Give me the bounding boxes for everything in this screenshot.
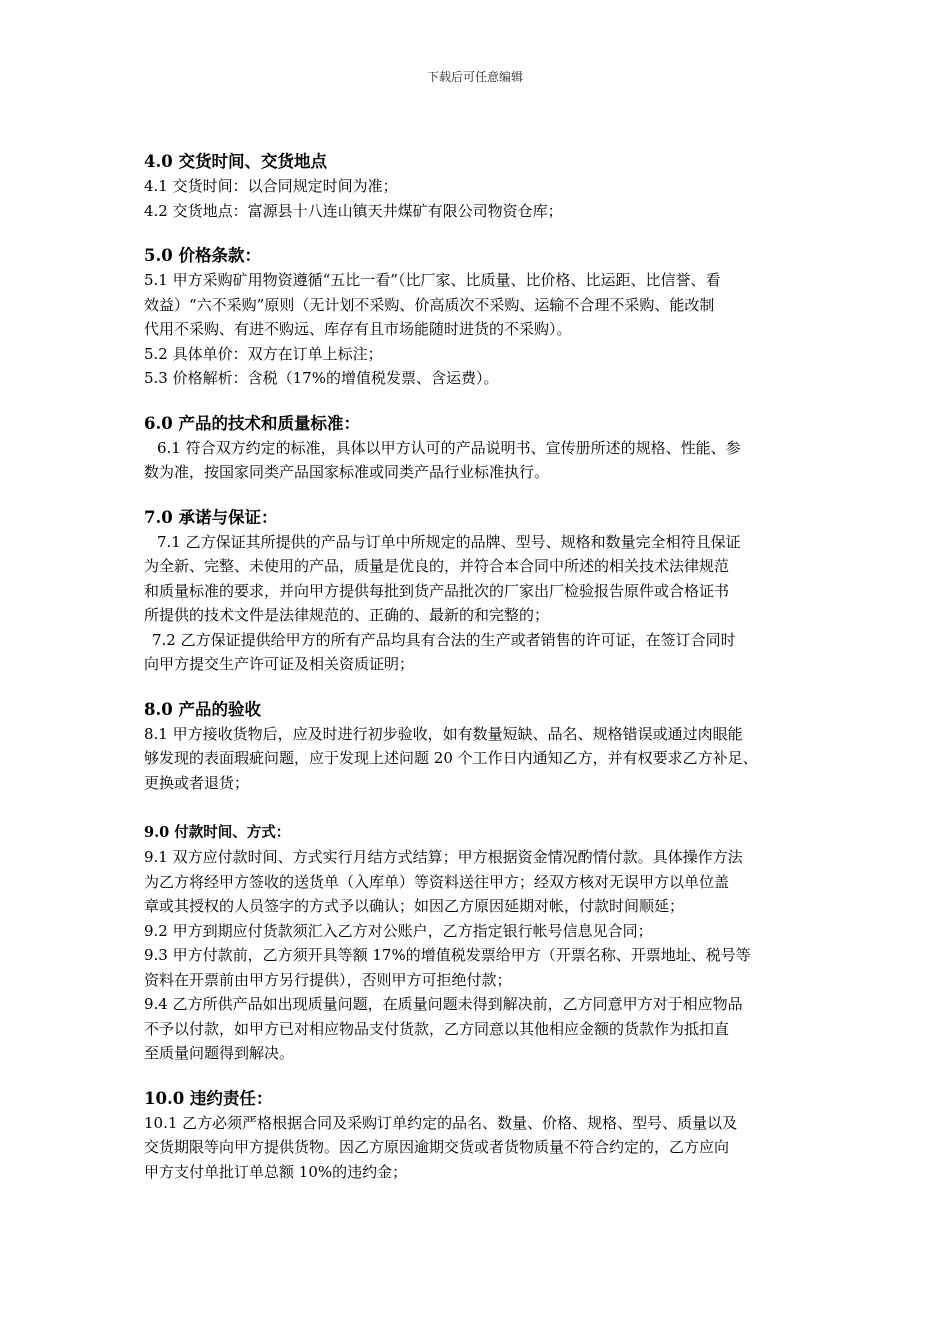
- section-title: 5.0 价格条款：: [144, 246, 261, 265]
- section-10: [144, 1087, 824, 1185]
- paragraph-line: 代用不采购、有进不购远、库存有且市场能随时进货的不采购）。: [144, 320, 572, 338]
- paragraph-line: 为乙方将经甲方签收的送货单（入库单）等资料送往甲方；经双方核对无误甲方以单位盖: [144, 872, 730, 891]
- section-9: [144, 821, 824, 1066]
- paragraph-line: 效益）“六不采购”原则（无计划不采购、价高质次不采购、运输不合理不采购、能改制: [144, 295, 715, 314]
- paragraph-line: 5.2 具体单价：双方在订单上标注；: [144, 344, 383, 363]
- paragraph-line: 7.2 乙方保证提供给甲方的所有产品均具有合法的生产或者销售的许可证，在签订合同时: [152, 630, 736, 649]
- paragraph-line: 数为准，按国家同类产品国家标准或同类产品行业标准执行。: [144, 463, 550, 481]
- paragraph-line: 5.3 价格解析：含税（17%的增值税发票、含运费）。: [144, 369, 499, 387]
- paragraph-line: 10.1 乙方必须严格根据合同及采购订单约定的品名、数量、价格、规格、型号、质量以及: [144, 1113, 738, 1132]
- section-title: 9.0 付款时间、方式：: [144, 824, 291, 841]
- paragraph-line: 9.4 乙方所供产品如出现质量问题，在质量问题未得到解决前，乙方同意甲方对于相应物品: [144, 995, 743, 1013]
- paragraph-line: 交货期限等向甲方提供货物。因乙方原因逾期交货或者货物质量不符合约定的，乙方应向: [144, 1138, 730, 1156]
- document-body: [144, 150, 824, 1184]
- section-title: 6.0 产品的技术和质量标准：: [144, 413, 360, 433]
- paragraph-line: 9.1 双方应付款时间、方式实行月结方式结算；甲方根据资金情况酌情付款。具体操作方法: [144, 848, 743, 866]
- paragraph-line: 向甲方提交生产许可证及相关资质证明；: [144, 655, 415, 673]
- paragraph-line: 8.1 甲方接收货物后，应及时进行初步验收，如有数量短缺、品名、规格错误或通过肉眼能: [144, 724, 743, 743]
- paragraph-line: 更换或者退货；: [144, 773, 250, 792]
- paragraph-line: 不予以付款，如甲方已对相应物品支付货款，乙方同意以其他相应金额的货款作为抵扣直: [144, 1019, 730, 1038]
- paragraph-line: 和质量标准的要求，并向甲方提供每批到货产品批次的厂家出厂检验报告原件或合格证书: [144, 581, 730, 600]
- paragraph-line: 章或其授权的人员签字的方式予以确认；如因乙方原因延期对帐，付款时间顺延；: [144, 897, 685, 915]
- paragraph-line: 5.1 甲方采购矿用物资遵循“五比一看”（比厂家、比质量、比价格、比运距、比信誉、看: [144, 271, 721, 289]
- section-title: 8.0 产品的验收: [144, 699, 261, 719]
- paragraph-line: 所提供的技术文件是法律规范的、正确的、最新的和完整的；: [144, 606, 550, 624]
- paragraph-line: 6.1 符合双方约定的标准，具体以甲方认可的产品说明书、宣传册所述的规格、性能、参: [157, 438, 741, 457]
- paragraph-line: 至质量问题得到解决。: [144, 1044, 295, 1062]
- section-4: [144, 150, 824, 223]
- page-header: 下载后可任意编辑: [426, 70, 523, 84]
- paragraph-line: 资料在开票前由甲方另行提供），否则甲方可拒绝付款；: [144, 970, 512, 989]
- paragraph-line: 4.1 交货时间：以合同规定时间为准；: [144, 177, 398, 195]
- section-6: [144, 412, 824, 485]
- paragraph-line: 为全新、完整、未使用的产品，质量是优良的，并符合本合同中所述的相关技术法律规范: [144, 557, 730, 575]
- section-5: [144, 244, 824, 391]
- paragraph-line: 4.2 交货地点：富源县十八连山镇天井煤矿有限公司物资仓库；: [144, 201, 563, 220]
- paragraph-line: 9.2 甲方到期应付货款须汇入乙方对公账户，乙方指定银行帐号信息见合同；: [144, 921, 653, 940]
- section-title: 4.0 交货时间、交货地点: [144, 152, 327, 171]
- section-title: 7.0 承诺与保证：: [144, 507, 278, 527]
- section-7: [144, 506, 824, 677]
- paragraph-line: 够发现的表面瑕疵问题，应于发现上述问题 20 个工作日内通知乙方，并有权要求乙方补足、: [144, 749, 758, 767]
- paragraph-line: 7.1 乙方保证其所提供的产品与订单中所规定的品牌、型号、规格和数量完全相符且保证: [157, 532, 741, 551]
- section-title: 10.0 违约责任：: [144, 1088, 273, 1108]
- section-8: [144, 698, 824, 796]
- paragraph-line: 甲方支付单批订单总额 10%的违约金；: [144, 1162, 408, 1181]
- paragraph-line: 9.3 甲方付款前，乙方须开具等额 17%的增值税发票给甲方（开票名称、开票地址、税号等: [144, 946, 751, 964]
